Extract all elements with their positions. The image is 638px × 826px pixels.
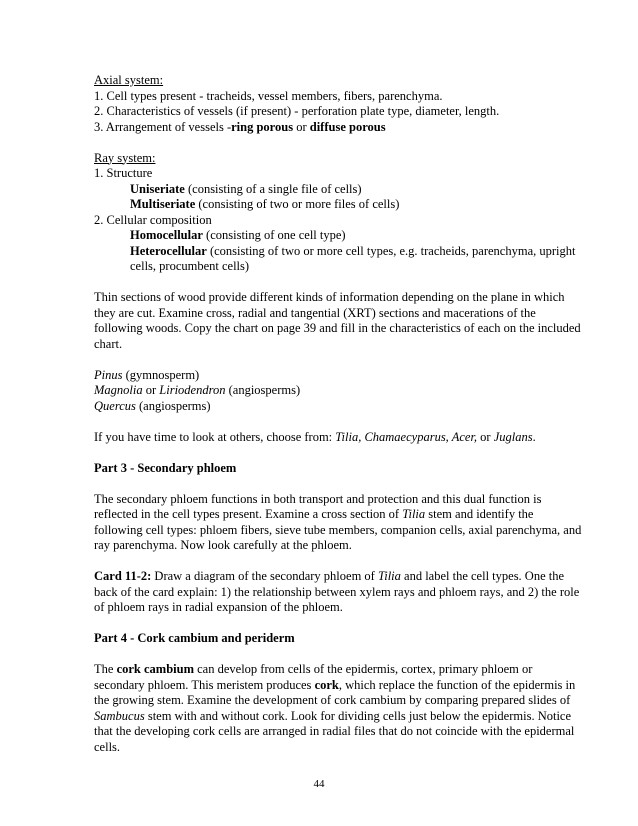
ray-homocellular: Homocellular (consisting of one cell type) [130,228,346,242]
page-number: 44 [313,778,325,790]
ray-heterocellular: Heterocellular (consisting of two or more cell types, e.g. tracheids, parenchyma, upright [130,243,576,258]
part4-line-4: Sambucus stem with and without cork. Look for dividing cells just below the epidermis. Notice [94,708,572,723]
thin-line-3: following woods. Copy the chart on page 39 and fill in the characteristics of each on the included [94,321,581,335]
card-11-2-line-1: Card 11-2: Draw a diagram of the secondary phloem of Tilia and label the cell types. One the [94,569,565,583]
part3-heading: Part 3 - Secondary phloem [94,460,237,475]
part4-line-5: that the developing cork cells are arranged in radial files that do not coincide with the epidermal [94,724,575,738]
ray-multiseriate: Multiseriate (consisting of two or more files of cells) [130,197,400,211]
ray-uniseriate: Uniseriate (consisting of a single file of cells) [130,181,362,196]
axial-item-1: 1. Cell types present - tracheids, vessel members, fibers, parenchyma. [94,88,443,103]
part3-line-2: reflected in the cell types present. Examine a cross section of Tilia stem and identify the [94,507,534,521]
axial-heading: Axial system: [94,73,164,87]
part4-line-1: The cork cambium can develop from cells of the epidermis, cortex, primary phloem or [94,662,533,676]
ray-heterocellular-cont: cells, procumbent cells) [130,259,250,273]
wood-quercus: Quercus (angiosperms) [94,398,211,413]
ray-heading: Ray system: [94,150,156,165]
thin-line-1: Thin sections of wood provide different kinds of information depending on the plane in which [94,290,565,304]
ray-item-1: 1. Structure [94,166,153,180]
part3-line-1: The secondary phloem functions in both transport and protection and this dual function is [94,491,542,506]
part4-heading: Part 4 - Cork cambium and periderm [94,631,295,645]
part3-line-3: following cell types: phloem fibers, sieve tube members, companion cells, axial parenchyma, and [94,522,582,537]
wood-magnolia: Magnolia or Liriodendron (angiosperms) [94,383,301,397]
part3-line-4: ray parenchyma. Now look carefully at the phloem. [94,538,352,552]
part4-line-6: cells. [94,739,121,754]
thin-line-2: they are cut. Examine cross, radial and tangential (XRT) sections and macerations of the [94,305,536,320]
axial-item-2: 2. Characteristics of vessels (if present) - perforation plate type, diameter, length. [94,104,500,118]
ray-item-2: 2. Cellular composition [94,212,212,227]
page-content [94,73,594,755]
part4-line-3: the growing stem. Examine the development of cork cambium by comparing prepared slides of [94,693,571,707]
axial-item-3: 3. Arrangement of vessels -ring porous or diffuse porous [94,119,386,134]
wood-pinus: Pinus (gymnosperm) [94,367,200,382]
thin-line-4: chart. [94,336,123,351]
part4-line-2: secondary phloem. This meristem produces cork, which replace the function of the epidermis in [94,677,576,692]
card-11-2-line-3: of phloem rays in radial expansion of the phloem. [94,600,343,614]
others-line: If you have time to look at others, choose from: Tilia, Chamaecyparus, Acer, or Juglans. [94,429,536,444]
card-11-2-line-2: back of the card explain: 1) the relationship between xylem rays and phloem rays, and 2) the role [94,584,580,599]
